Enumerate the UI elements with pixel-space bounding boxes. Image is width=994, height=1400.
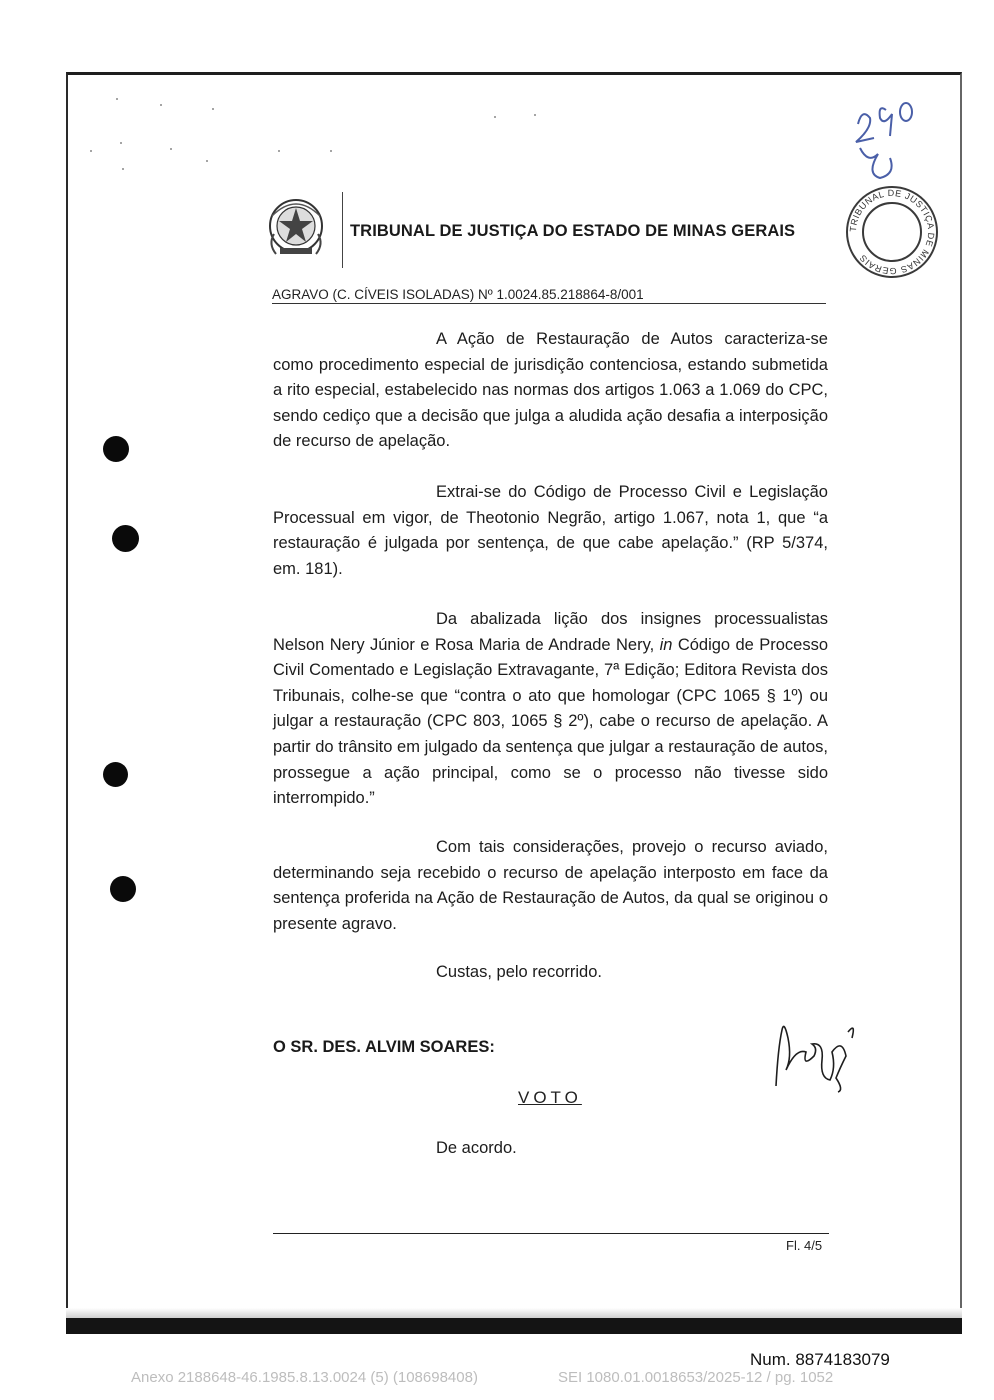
page-count: Fl. 4/5 xyxy=(786,1238,823,1253)
paragraph-text: Custas, pelo recorrido. xyxy=(436,963,602,981)
scan-speck xyxy=(212,108,214,110)
italic-in: in xyxy=(659,635,673,654)
handwritten-rubric-signature xyxy=(766,1008,866,1098)
paragraph xyxy=(273,607,828,812)
paragraph xyxy=(273,835,828,937)
header-divider xyxy=(342,192,343,268)
vote-title: VOTO xyxy=(518,1088,582,1107)
scan-speck xyxy=(170,148,172,150)
scan-speck xyxy=(330,150,332,152)
punch-hole xyxy=(103,436,129,462)
handwritten-page-number xyxy=(846,94,926,184)
scan-speck xyxy=(534,114,536,116)
punch-hole xyxy=(103,762,128,787)
scan-shadow xyxy=(66,1308,962,1318)
document-number-stamp: Num. 8874183079 xyxy=(750,1350,890,1369)
scan-speck xyxy=(122,168,124,170)
paragraph-text: Com tais considerações, provejo o recurso aviado, determinando seja recebido o recurso de apelação interposto em face da sentença proferida na Ação de Restauração de Autos, da qual se originou o presente agravo. xyxy=(273,838,828,933)
vote-text: De acordo. xyxy=(436,1139,517,1157)
footer-rule xyxy=(273,1233,829,1234)
paragraph-text: A Ação de Restauração de Autos caracteriza-se como procedimento especial de jurisdição contenciosa, estando submetida a rito especial, estabelecido nas normas dos artigos 1.063 a 1.069 do CPC, sendo cediço que a decisão que julga a aludida ação desafia a interposição de recurso de apelação. xyxy=(273,330,828,451)
sei-stamp: SEI 1080.01.0018653/2025-12 / pg. 1052 xyxy=(558,1369,834,1386)
paragraph xyxy=(273,327,828,455)
svg-text:TRIBUNAL DE JUSTIÇA DE MINAS G xyxy=(848,188,936,276)
paragraph-text-part: Da abalizada lição dos insignes processualistas Nelson Nery Júnior e Rosa Maria de Andrade Nery, xyxy=(273,610,828,654)
paragraph xyxy=(273,480,828,582)
speaker-heading: O SR. DES. ALVIM SOARES: xyxy=(273,1038,495,1056)
coat-of-arms-emblem-icon xyxy=(266,194,326,264)
scan-speck xyxy=(90,150,92,152)
scan-speck xyxy=(206,160,208,162)
punch-hole xyxy=(112,525,139,552)
paragraph-text: Extrai-se do Código de Processo Civil e Legislação Processual em vigor, de Theotonio Negrão, artigo 1.067, nota 1, que “a restauração é julgada por sentença, de que cabe apelação.” (RP 5/374, em. 181). xyxy=(273,483,828,578)
scan-speck xyxy=(160,104,162,106)
scan-speck xyxy=(494,116,496,118)
court-seal-stamp xyxy=(844,184,940,280)
case-number: AGRAVO (C. CÍVEIS ISOLADAS) Nº 1.0024.85.218864-8/001 xyxy=(272,287,826,304)
scan-speck xyxy=(116,98,118,100)
scan-bottom-border xyxy=(66,1318,962,1334)
paragraph-text xyxy=(273,607,828,812)
seal-text: TRIBUNAL DE JUSTIÇA DE MINAS GERAIS xyxy=(847,187,937,277)
annex-stamp: Anexo 2188648-46.1985.8.13.0024 (5) (108698408) xyxy=(131,1369,478,1386)
court-name: TRIBUNAL DE JUSTIÇA DO ESTADO DE MINAS GERAIS xyxy=(350,222,796,240)
scan-speck xyxy=(278,150,280,152)
paragraph-text-part: Código de Processo Civil Comentado e Legislação Extravagante, 7ª Edição; Editora Revista dos Tribunais, colhe-se que “contra o ato que homologar (CPC 1065 § 1º) ou julgar a restauração (CPC 803, 1065 § 2º), cabe o recurso de apelação. A partir do trânsito em julgado da sentença que julgar a restauração de autos, prossegue a ação principal, como se o processo não tivesse sido interrompido.” xyxy=(273,635,828,808)
paragraph xyxy=(273,960,828,986)
punch-hole xyxy=(110,876,136,902)
scan-speck xyxy=(120,142,122,144)
